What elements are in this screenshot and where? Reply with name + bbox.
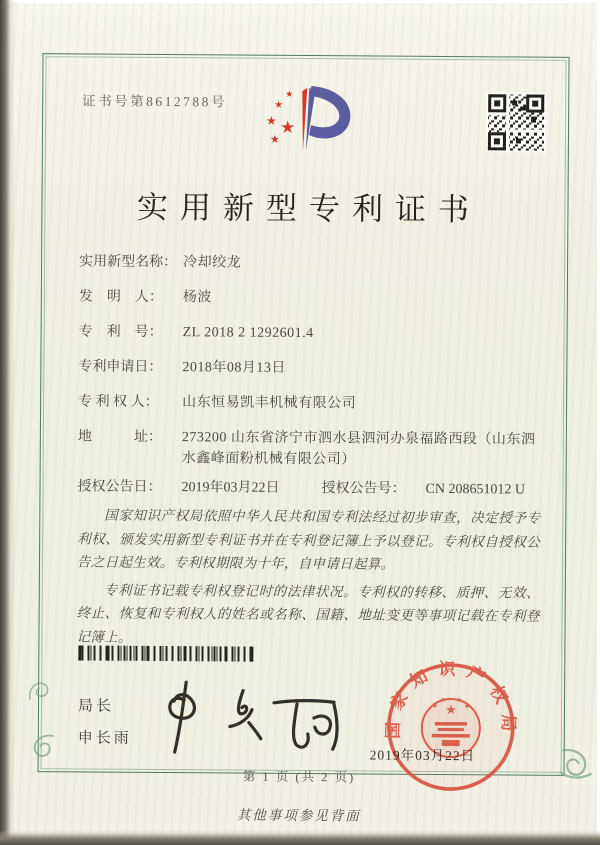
- svg-text:★: ★: [439, 695, 447, 705]
- logo-star-icon: ★: [279, 117, 296, 137]
- ornament-curl-icon: [26, 677, 52, 703]
- back-note: 其他事项参见背面: [236, 807, 361, 824]
- svg-text:★: ★: [463, 702, 471, 711]
- field-row-inventor: [79, 286, 542, 310]
- svg-text:★: ★: [431, 701, 439, 710]
- field-row-address: [78, 426, 541, 471]
- field-row-patentee: [78, 391, 541, 415]
- signoff-block: [78, 694, 132, 758]
- field-label: 发 明 人：: [78, 289, 163, 306]
- field-label: 授权公告号：: [321, 481, 406, 497]
- seal-agency-text: 国家知识产权局: [383, 659, 519, 742]
- ornament-curl-icon: [557, 745, 593, 781]
- certificate-fields: [76, 251, 542, 651]
- field-label: 地 址：: [77, 429, 162, 446]
- field-label: 专 利 权 人：: [78, 394, 159, 411]
- field-value: 273200 山东省济宁市泗水县泗河办泉福路西段（山东泗水鑫峰面粉机械有限公司）: [181, 430, 536, 468]
- certificate-number: 证书号第8612788号: [82, 93, 228, 110]
- page-title: 实用新型专利证书: [136, 189, 482, 228]
- field-row-filing-date: [78, 356, 541, 380]
- commissioner-title: 局长: [77, 698, 115, 715]
- field-value: 2019年03月22日: [181, 480, 280, 496]
- qr-code-icon: [486, 92, 546, 152]
- body-paragraph: 专利证书记载专利权登记时的法律状况。专利权的转移、质押、无效、终止、恢复和专利权人的姓名或名称、国籍、地址变更等事项记载在专利登记簿上。: [76, 582, 540, 645]
- field-value: 2018年08月13日: [182, 360, 286, 376]
- field-row-grant: [77, 476, 540, 500]
- commissioner-name: 申长雨: [77, 730, 132, 747]
- field-value: CN 208651012 U: [425, 481, 526, 498]
- legal-body-text: [76, 503, 540, 651]
- field-value: 杨波: [182, 290, 212, 306]
- svg-text:★: ★: [445, 702, 457, 718]
- field-label: 授权公告日：: [77, 479, 162, 496]
- body-paragraph: 国家知识产权局依照中华人民共和国专利法经过初步审查，决定授予专利权、颁发实用新型专利证书并在专利登记簿上予以登记。专利权自授权公告之日起生效。专利权期限为十年，自申请日起算。: [76, 507, 541, 572]
- seal-date: 2019年03月22日: [369, 747, 476, 764]
- logo-star-icon: ★: [269, 133, 280, 146]
- field-label: 专利申请日：: [78, 359, 163, 376]
- field-value: 山东恒易凯丰机械有限公司: [182, 395, 357, 412]
- field-value: ZL 2018 2 1292601.4: [182, 325, 314, 342]
- certificate-sheet: [6, 3, 597, 836]
- svg-text:★: ★: [455, 696, 463, 705]
- logo-star-icon: ★: [285, 88, 294, 99]
- handwritten-signature-icon: [146, 672, 359, 765]
- ornament-curl-icon: [28, 731, 58, 761]
- logo-star-icon: ★: [266, 113, 277, 128]
- field-value: 冷却绞龙: [183, 255, 242, 271]
- logo-star-icon: ★: [274, 99, 284, 111]
- field-row-patent-no: [79, 321, 542, 345]
- cnipa-logo-icon: [258, 77, 363, 170]
- page-number: 第 1 页 (共 2 页): [242, 769, 356, 785]
- barcode-icon: [78, 645, 253, 661]
- field-row-name: [79, 251, 542, 275]
- field-label: 实用新型名称：: [79, 254, 178, 271]
- field-label: 专 利 号：: [78, 324, 163, 341]
